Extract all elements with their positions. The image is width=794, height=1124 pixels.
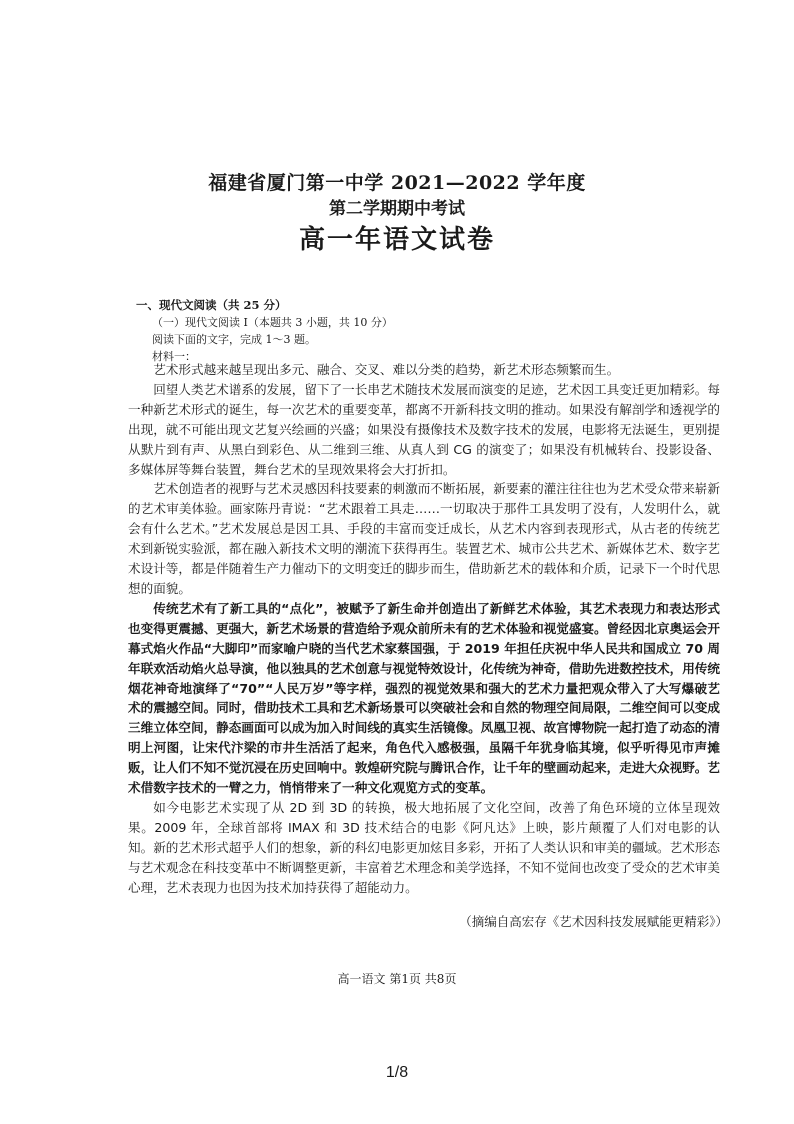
page-footer: 高一语文 第1页 共8页 bbox=[337, 972, 457, 986]
section-subheading: （一）现代文阅读 I（本题共 3 小题，共 10 分） bbox=[152, 316, 393, 329]
paragraph-1: 艺术形式越来越呈现出多元、融合、交叉、难以分类的趋势，新艺术形态频繁而生。 bbox=[153, 362, 620, 377]
reading-instruction: 阅读下面的文字，完成 1～3 题。 bbox=[152, 333, 316, 346]
exam-term-title: 第二学期期中考试 bbox=[329, 199, 465, 219]
article-body bbox=[128, 360, 720, 897]
page-indicator: 1/8 bbox=[385, 1064, 409, 1081]
material-label: 材料一： bbox=[152, 350, 196, 363]
paragraph-3: 艺术创造者的视野与艺术灵感因科技要素的刺激而不断拓展，新要素的灌注往往也为艺术受众带来崭新的艺术审美体验。画家陈丹青说：“艺术跟着工具走……一切取决于那件工具发明了没有，人发明什么，就会有什么艺术。”艺术发展总是因工具、手段的丰富而变迁成长，从艺术内容到表现形式，从古老的传统艺术到新锐实验派，都在融入新技术文明的潮流下获得再生。装置艺术、城市公共艺术、新媒体艺术、数字艺术设计等，都是伴随着生产力催动下的文明变迁的脚步而生，借助新艺术的载体和介质，记录下一个时代思想的面貌。 bbox=[128, 481, 720, 596]
exam-paper-title: 高一年语文试卷 bbox=[298, 225, 495, 255]
paragraph-5: 如今电影艺术实现了从 2D 到 3D 的转换，极大地拓展了文化空间，改善了角色环境的立体呈现效果。2009 年，全球首部将 IMAX 和 3D 技术结合的电影《阿凡达》上映，影片颠覆了人们对电影的认知。新的艺术形式超乎人们的想象，新的科幻电影更加炫目多彩，开拓了人类认识和审美的疆域。艺术形态与艺术观念在科技变革中不断调整更新，丰富着艺术理念和美学选择，不知不觉间也改变了受众的艺术审美心理，艺术表现力也因为技术加持获得了超能动力。 bbox=[128, 799, 720, 895]
section-heading: 一、现代文阅读（共 25 分） bbox=[136, 298, 287, 312]
exam-school-title: 福建省厦门第一中学 2021—2022 学年度 bbox=[208, 172, 586, 194]
paragraph-4: 传统艺术有了新工具的“点化”，被赋予了新生命并创造出了新鲜艺术体验，其艺术表现力和表达形式也变得更震撼、更强大，新艺术场景的营造给予观众前所未有的艺术体验和视觉盛宴。曾经因北京奥运会开幕式焰火作品“大脚印”而家喻户晓的当代艺术家蔡国强，于 2019 年担任庆祝中华人民共和国成立 70 周年联欢活动焰火总导演，他以独具的艺术创意与视觉特效设计，化传统为神奇，借助先进数控技术，用传统烟花神奇地演绎了“70”“人民万岁”等字样，强烈的视觉效果和强大的艺术力量把观众带入了大写爆破艺术的震撼空间。同时，借助技术工具和艺术新场景可以突破社会和自然的物理空间局限，二维空间可以变成三维立体空间，静态画面可以成为加入时间线的真实生活镜像。凤凰卫视、故宫博物院一起打造了动态的清明上河图，让宋代汴梁的市井生活活了起来，角色代入感极强，虽隔千年犹身临其境，似乎听得见市声摊贩，让人们不知不觉沉浸在历史回响中。敦煌研究院与腾讯合作，让千年的壁画动起来，走进大众视野。艺术借数字技术的一臂之力，悄悄带来了一种文化观览方式的变革。 bbox=[128, 600, 720, 796]
paragraph-2: 回望人类艺术谱系的发展，留下了一长串艺术随技术发展而演变的足迹，艺术因工具变迁更加精彩。每一种新艺术形式的诞生，每一次艺术的重要变革，都离不开新科技文明的推动。如果没有解剖学和透视学的出现，就不可能出现文艺复兴绘画的兴盛；如果没有摄像技术及数字技术的发展，电影将无法诞生，更别提从默片到有声、从黑白到彩色、从二维到三维、从真人到 CG 的演变了；如果没有机械转台、投影设备、多媒体屏等舞台装置，舞台艺术的呈现效果将会大打折扣。 bbox=[128, 381, 720, 477]
article-citation: （摘编自高宏存《艺术因科技发展赋能更精彩》） bbox=[459, 914, 728, 929]
